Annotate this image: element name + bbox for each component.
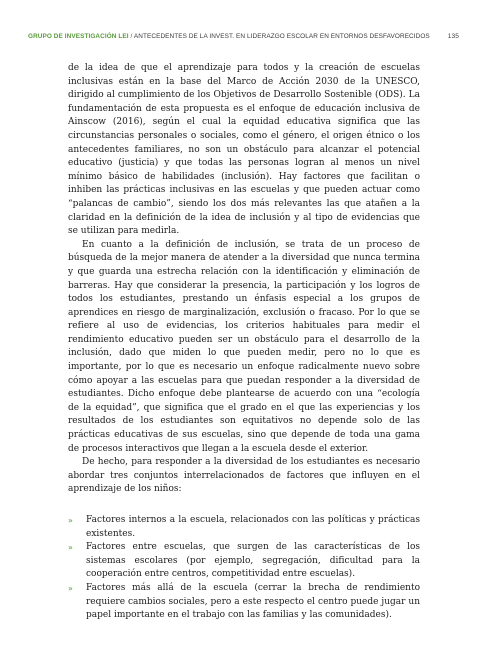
factors-list	[68, 514, 420, 623]
list-item: » Factores más allá de la escuela (cerrar la brecha de rendimiento requiere cambios sociales, pero a este respecto el centro puede jugar un papel importante en el trabajo con las familias y las comunidades).	[86, 582, 420, 623]
list-item: » Factores entre escuelas, que surgen de las características de los sistemas escolares (por ejemplo, segregación, dificultad para la cooperación entre centros, competitividad entre escuelas).	[86, 541, 420, 582]
page-number: 135	[447, 33, 459, 40]
paragraph-1: de la idea de que el aprendizaje para todos y la creación de escuelas inclusivas están en la base del Marco de Acción 2030 de la UNESCO, dirigido al cumplimiento de los Objetivos de Desarrollo Sostenible (ODS). La fundamentación de esta propuesta es el enfoque de educación inclusiva de Ainscow (2016), según el cual la equidad educativa significa que las circunstancias personales o sociales, como el género, el origen étnico o los antecedentes familiares, no son un obstáculo para alcanzar el potencial educativo (justicia) y que todas las personas logran al menos un nivel mínimo básico de habilidades (inclusión). Hay factores que facilitan o inhiben las prácticas inclusivas en las escuelas y que pueden actuar como “palancas de cambio”, siendo los dos más relevantes las que atañen a la claridad en la definición de la idea de inclusión y al tipo de evidencias que se utilizan para medirla.	[68, 63, 420, 237]
paragraph-3: De hecho, para responder a la diversidad de los estudiantes es necesario abordar tres conjuntos interrelacionados de factores que influyen en el aprendizaje de los niños:	[68, 457, 420, 495]
paragraph-2: En cuanto a la definición de inclusión, se trata de un proceso de búsqueda de la mejor manera de atender a la diversidad que nunca termina y que guarda una estrecha relación con la identificación y eliminación de barreras. Hay que considerar la presencia, la participación y los logros de todos los estudiantes, prestando un énfasis especial a los grupos de aprendices en riesgo de marginalización, exclusión o fracaso. Por lo que se refiere al uso de evidencias, los criterios habituales para medir el rendimiento educativo pueden ser un obstáculo para el desarrollo de la inclusión, dado que miden lo que pueden medir, pero no lo que es importante, por lo que es necesario un enfoque radicalmente nuevo sobre cómo apoyar a las escuelas para que puedan responder a la diversidad de estudiantes. Dicho enfoque debe plantearse de acuerdo con una “ecología de la equidad”, que significa que el grado en el que las experiencias y los resultados de los estudiantes son equitativos no depende solo de las prácticas educativas de sus escuelas, sino que depende de toda una gama de procesos interactivos que llegan a la escuela desde el exterior.	[68, 239, 420, 454]
body-text	[68, 62, 420, 623]
header-group-name: GRUPO DE INVESTIGACIÓN LEI	[28, 33, 129, 40]
header-section-title: ANTECEDENTES DE LA INVEST. EN LIDERAZGO ESCOLAR EN ENTORNOS DESFAVORECIDOS	[133, 33, 430, 40]
list-item: » Factores internos a la escuela, relacionados con las políticas y prácticas existentes.	[86, 514, 420, 541]
running-header	[28, 33, 459, 40]
header-separator: /	[130, 33, 133, 40]
